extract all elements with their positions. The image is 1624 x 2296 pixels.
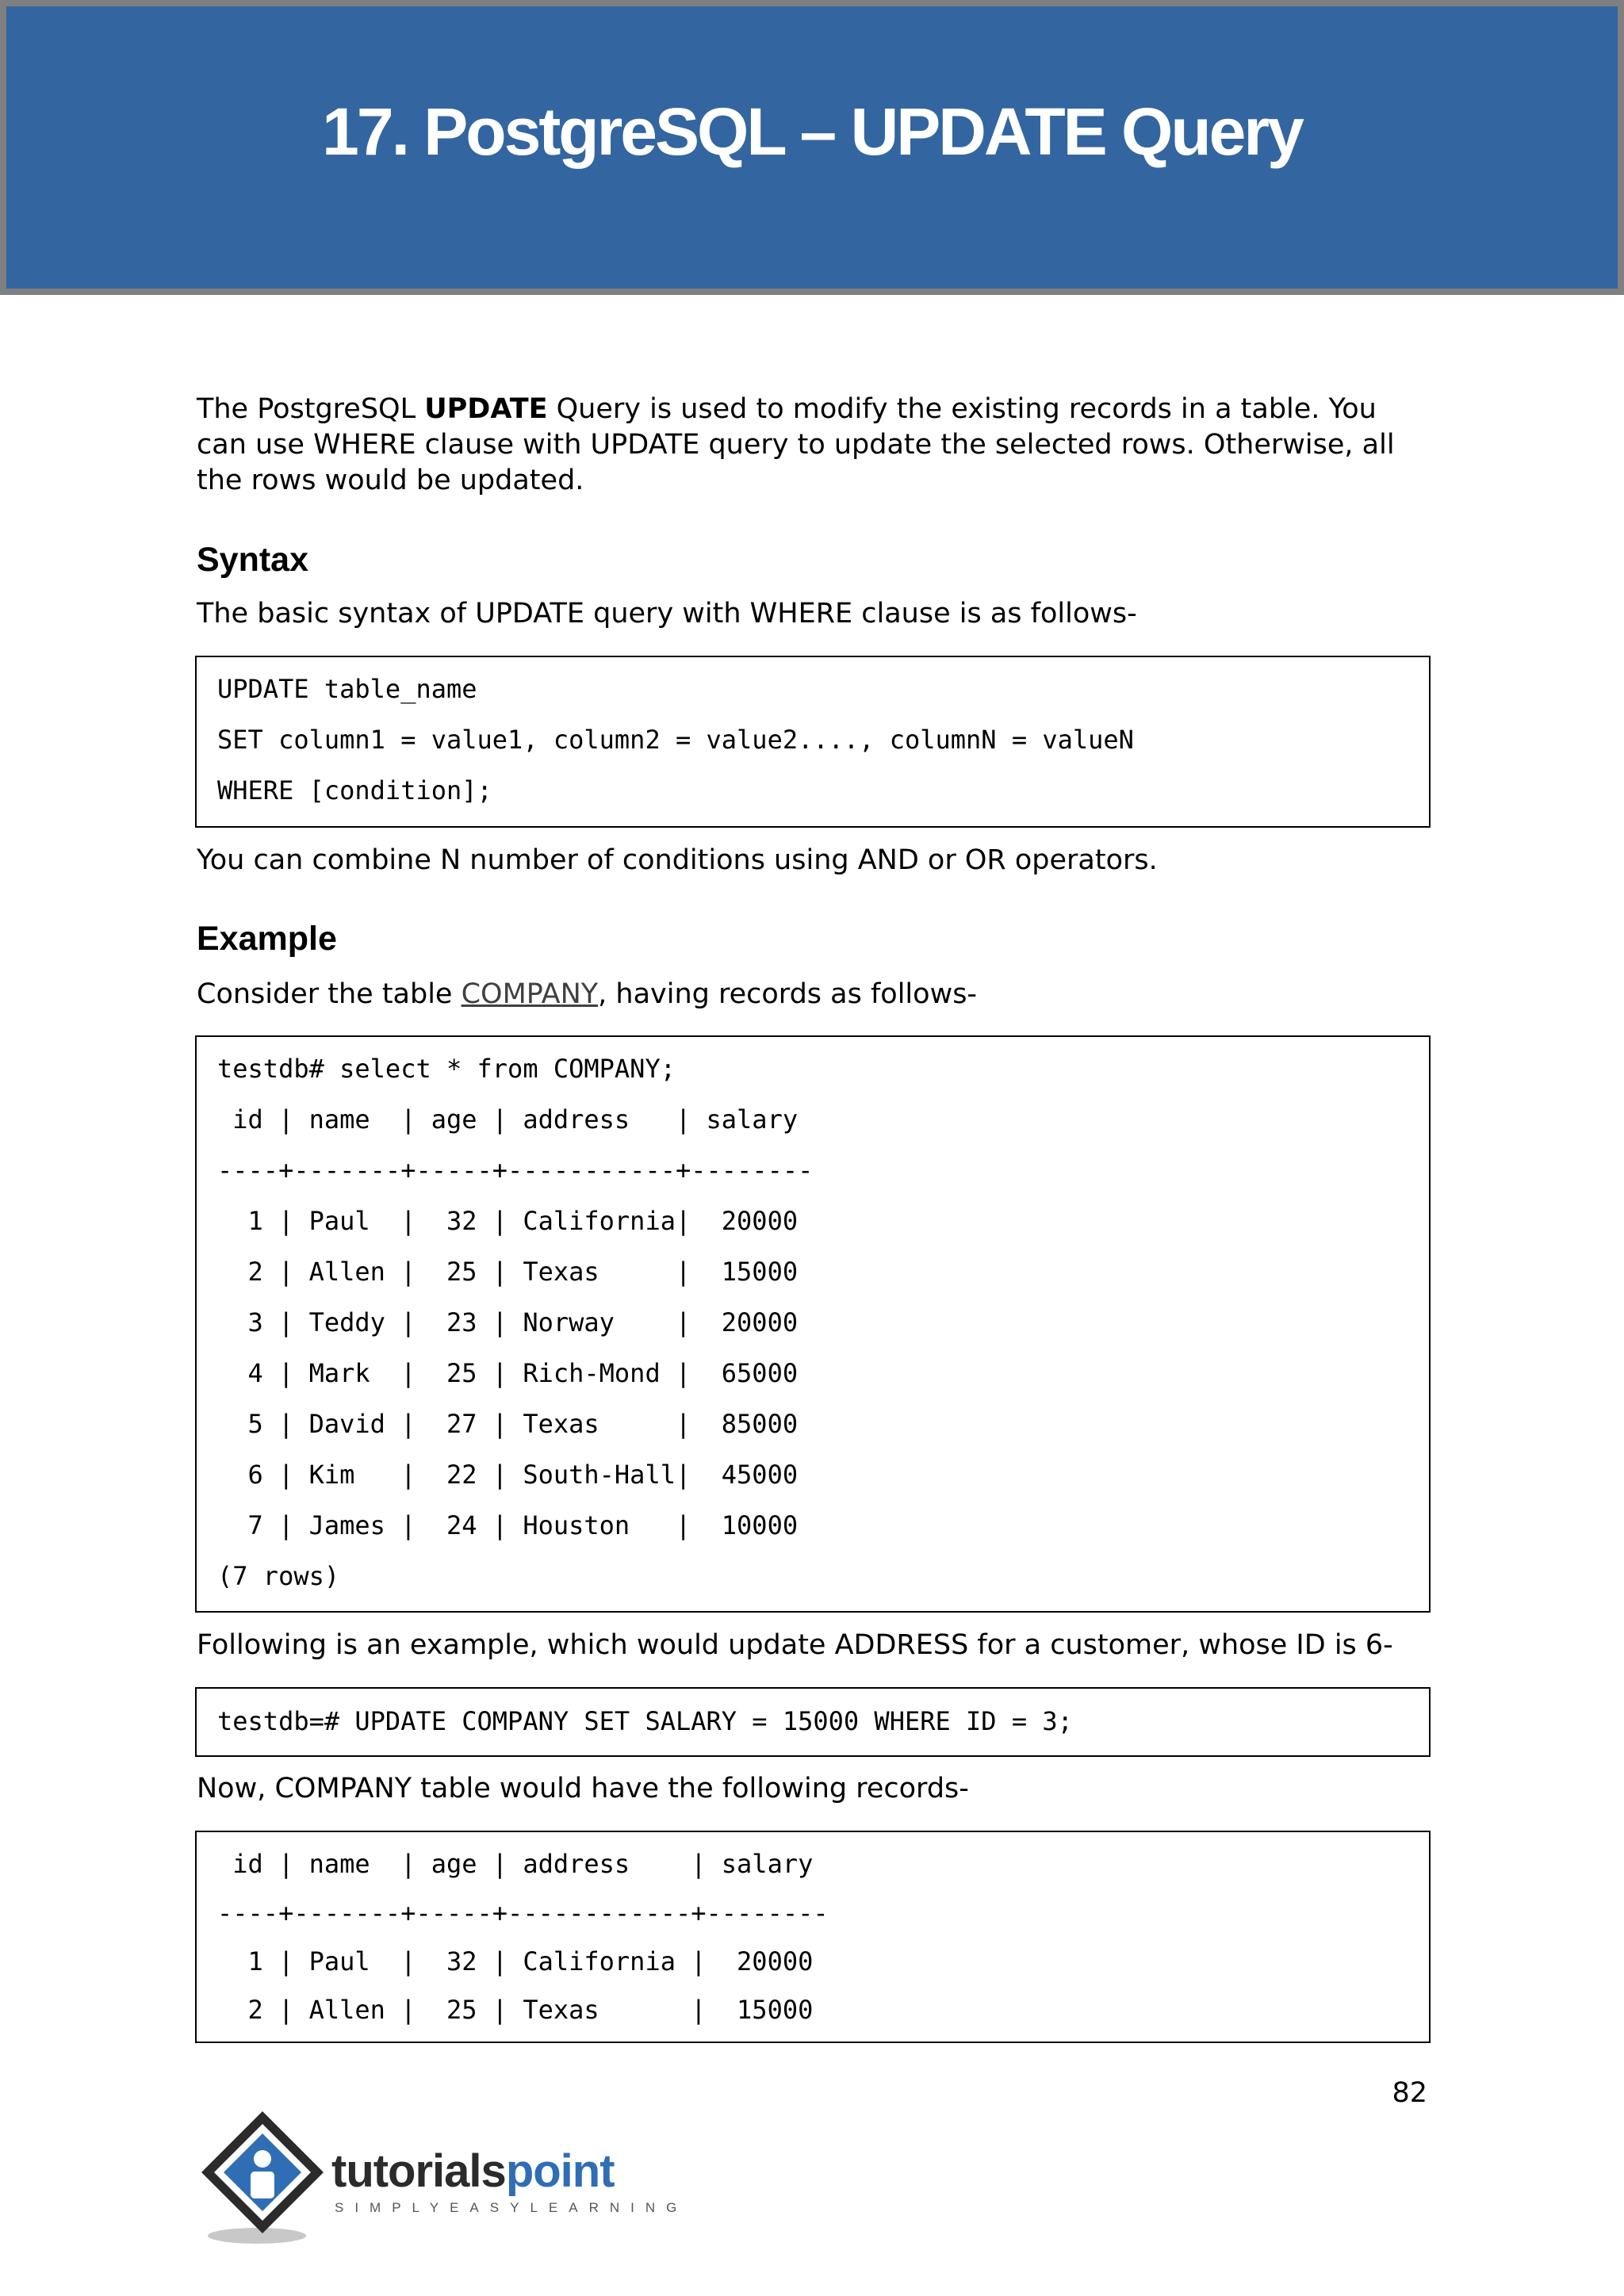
page-number: 82 xyxy=(1392,2077,1427,2109)
company-link[interactable]: COMPANY xyxy=(461,978,599,1010)
code-line: 3 | Teddy | 23 | Norway | 20000 xyxy=(217,1307,799,1337)
code-line: testdb# select * from COMPANY; xyxy=(217,1054,676,1084)
select-output-block xyxy=(195,1035,1431,1613)
code-line: 6 | Kim | 22 | South-Hall| 45000 xyxy=(217,1460,799,1490)
logo-diamond-icon xyxy=(195,2105,338,2248)
example-heading: Example xyxy=(197,920,337,958)
intro-keyword: UPDATE xyxy=(424,393,548,425)
code-line: 2 | Allen | 25 | Texas | 15000 xyxy=(217,1995,814,2025)
syntax-note: You can combine N number of conditions using AND or OR operators. xyxy=(197,844,1158,876)
chapter-title: 17. PostgreSQL – UPDATE Query xyxy=(322,94,1302,169)
update-command-block xyxy=(195,1687,1431,1757)
example-intro xyxy=(197,977,1434,1012)
code-line: 7 | James | 24 | Houston | 10000 xyxy=(217,1510,799,1540)
example-intro-end: , having records as follows- xyxy=(598,978,978,1010)
example-intro-start: Consider the table xyxy=(197,978,462,1010)
result-output-block xyxy=(195,1831,1431,2043)
now-text: Now, COMPANY table would have the following records- xyxy=(197,1773,969,1804)
logo-word-accent: point xyxy=(505,2145,615,2197)
logo-word-main: tutorials xyxy=(331,2145,506,2197)
code-line: ----+-------+-----+-----------+-------- xyxy=(217,1155,814,1185)
logo-tagline: SIMPLYEASYLEARNING xyxy=(335,2200,688,2215)
code-line: ----+-------+-----+------------+-------- xyxy=(217,1898,829,1928)
code-line: (7 rows) xyxy=(217,1561,340,1591)
following-text: Following is an example, which would update ADDRESS for a customer, whose ID is 6- xyxy=(197,1629,1393,1661)
code-line: id | name | age | address | salary xyxy=(217,1849,814,1879)
code-line: 4 | Mark | 25 | Rich-Mond | 65000 xyxy=(217,1358,799,1388)
syntax-description: The basic syntax of UPDATE query with WHERE clause is as follows- xyxy=(197,598,1137,629)
tutorialspoint-logo xyxy=(195,2105,688,2248)
logo-wordmark xyxy=(331,2145,615,2198)
code-line: 5 | David | 27 | Texas | 85000 xyxy=(217,1409,799,1439)
intro-paragraph xyxy=(197,392,1434,499)
code-line: 1 | Paul | 32 | California | 20000 xyxy=(217,1946,814,1976)
code-line: UPDATE table_name xyxy=(217,674,477,704)
code-line: id | name | age | address | salary xyxy=(217,1104,799,1135)
code-line: 1 | Paul | 32 | California| 20000 xyxy=(217,1206,799,1236)
code-line: WHERE [condition]; xyxy=(217,775,492,806)
intro-text-start: The PostgreSQL xyxy=(197,393,425,425)
code-line: SET column1 = value1, column2 = value2...., columnN = valueN xyxy=(217,725,1134,755)
syntax-heading: Syntax xyxy=(197,541,309,579)
code-line: 2 | Allen | 25 | Texas | 15000 xyxy=(217,1257,799,1287)
code-line: testdb=# UPDATE COMPANY SET SALARY = 15000 WHERE ID = 3; xyxy=(217,1706,1073,1736)
intro-text-end: Query is used to modify the existing records in a table. You can use WHERE clause with UPDATE query to update the selected rows. Otherwise, all the rows would be updated. xyxy=(197,393,1395,496)
chapter-banner xyxy=(0,0,1624,295)
syntax-code-block xyxy=(195,656,1431,828)
